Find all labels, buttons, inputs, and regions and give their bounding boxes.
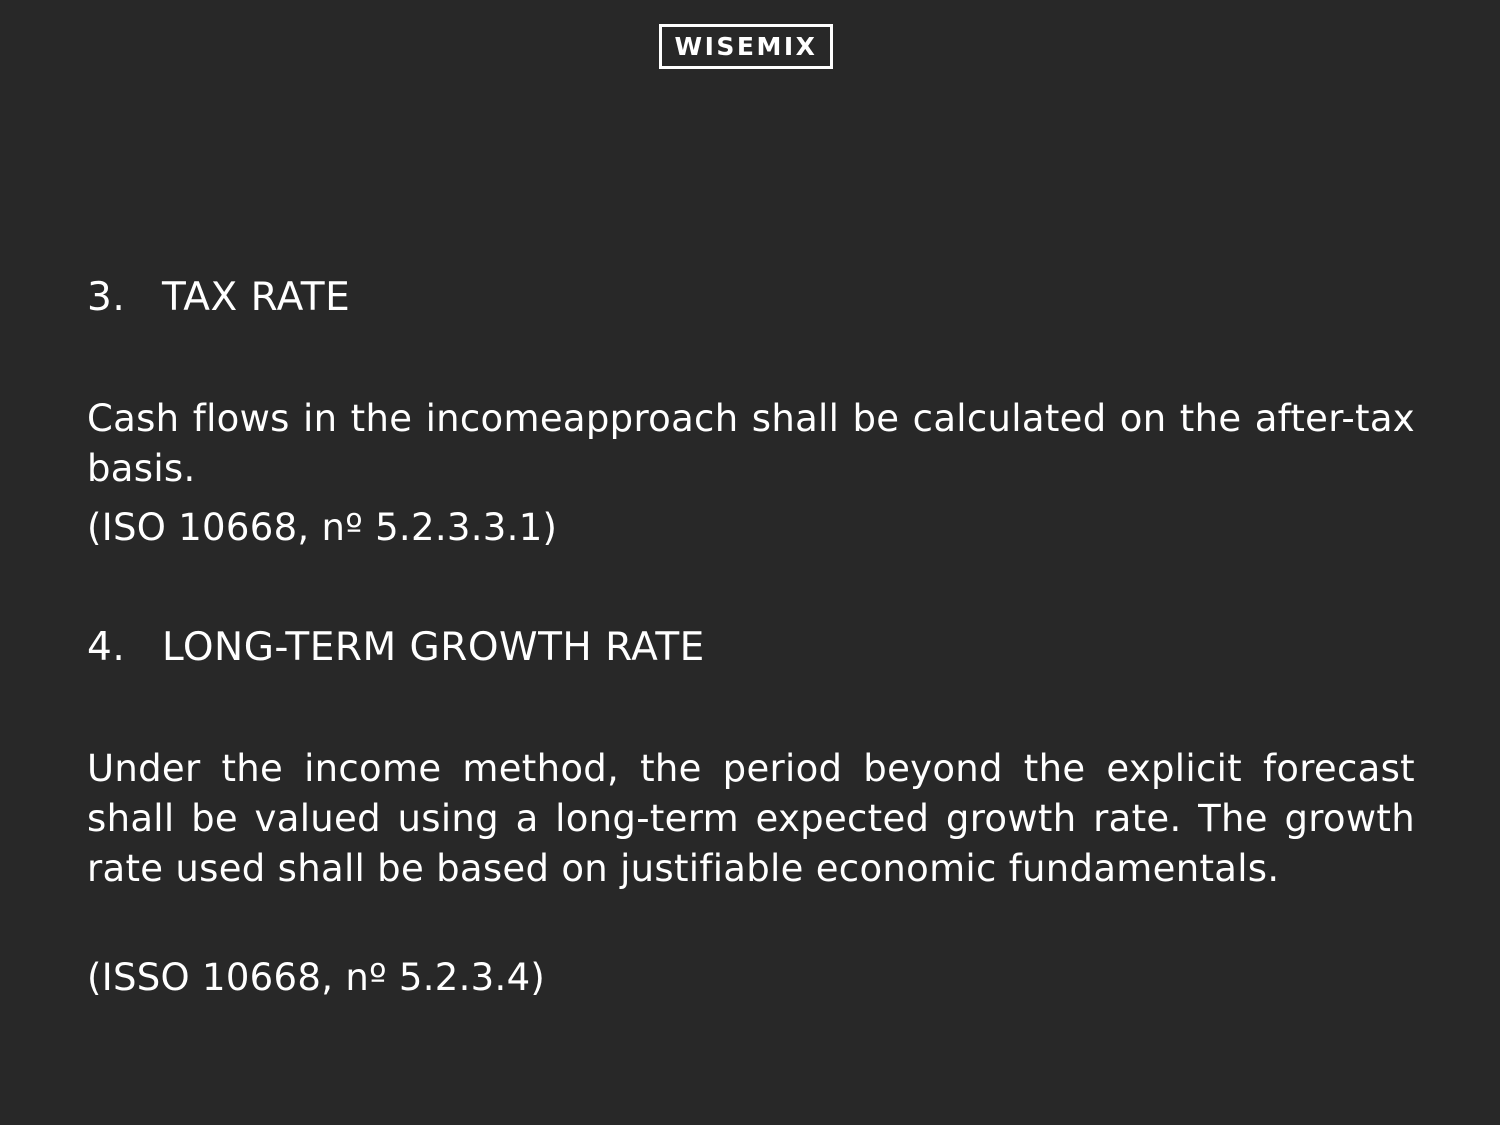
section-heading-tax-rate (87, 274, 350, 322)
wisemix-logo (659, 24, 833, 69)
section-number: 4. (87, 625, 126, 670)
section-title: TAX RATE (162, 275, 351, 320)
logo-text: WISEMIX (674, 32, 818, 61)
section-title: LONG-TERM GROWTH RATE (162, 625, 705, 670)
section-reference-long-term-growth-rate: (ISSO 10668, nº 5.2.3.4) (87, 956, 546, 999)
section-body-tax-rate: Cash flows in the incomeapproach shall be calculated on the after-tax basis. (87, 397, 1415, 490)
section-number: 3. (87, 275, 126, 320)
section-heading-long-term-growth-rate (87, 624, 705, 672)
section-reference-tax-rate: (ISO 10668, nº 5.2.3.3.1) (87, 506, 558, 549)
section-body-long-term-growth-rate: Under the income method, the period beyond the explicit forecast shall be valued using a long-term expected growth rate. The growth rate used shall be based on justifiable economic fundamentals. (87, 747, 1415, 890)
